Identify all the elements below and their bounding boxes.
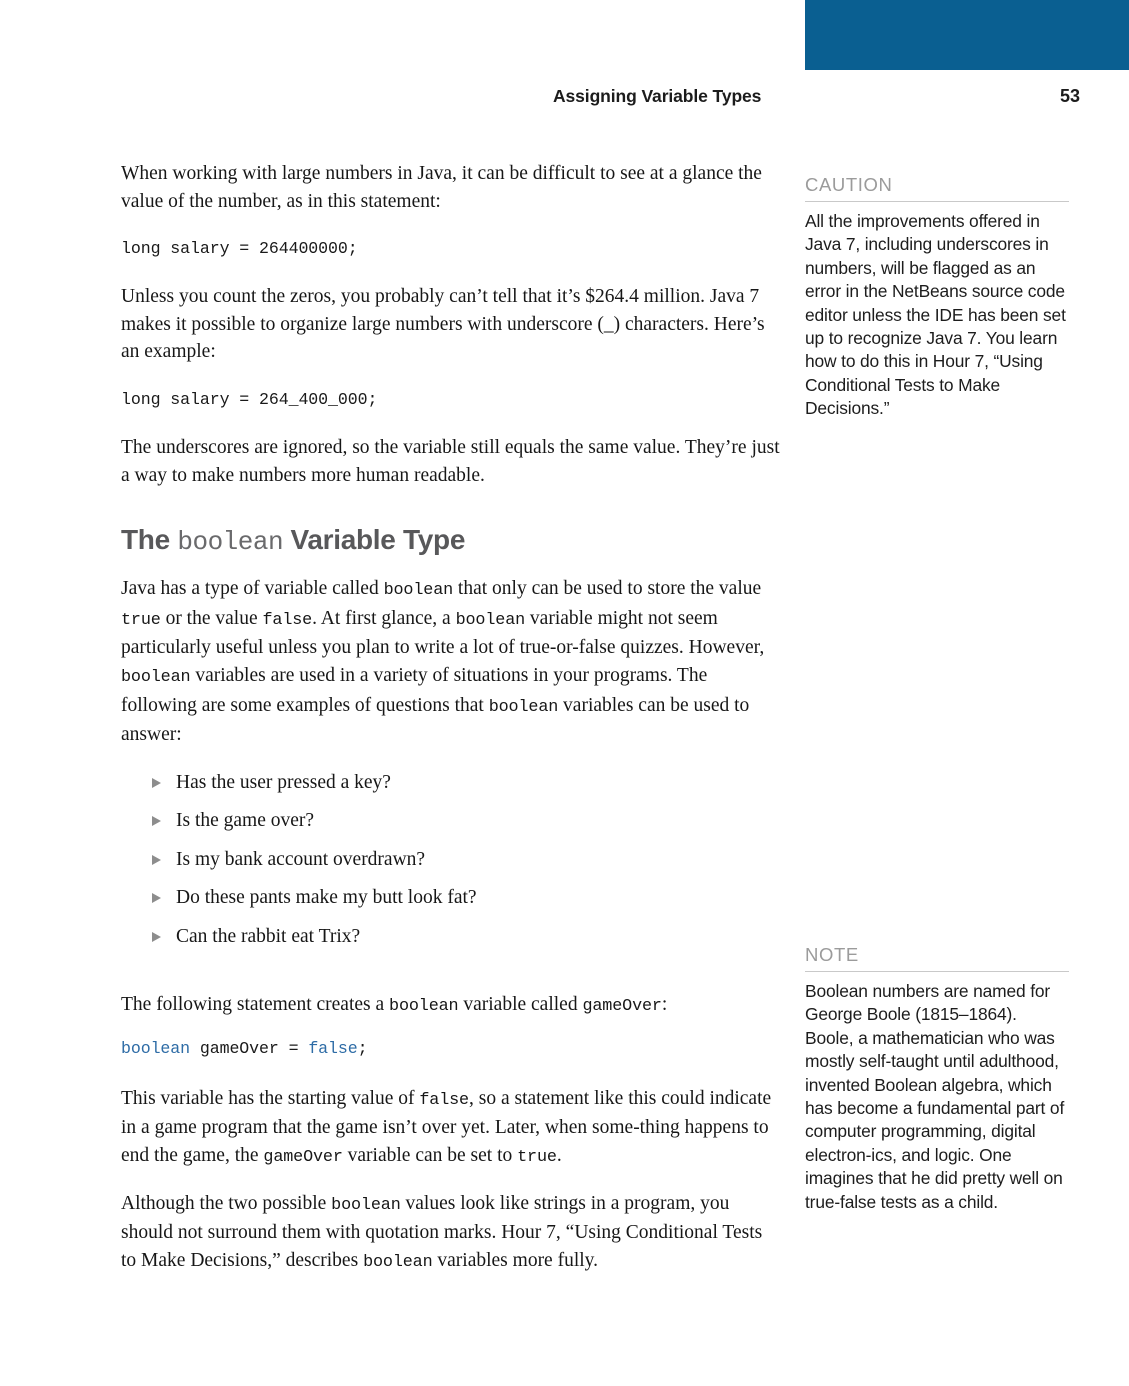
heading-code-boolean: boolean [177,527,284,558]
inline-code-boolean: boolean [488,697,559,717]
caution-text: All the improvements offered in Java 7, including underscores in numbers, will be flagged as an error in the NetBeans source code editor unless the IDE has been set up to recognize Java 7. You learn how to do this in Hour 7, “Using Conditional Tests to Make Decisions.” [805,211,1066,419]
spacer [121,489,781,523]
inline-code-boolean: boolean [389,997,459,1017]
spacer [121,261,781,283]
paragraph-no-quotation-marks [121,1190,781,1277]
list-item [121,846,781,873]
paragraph-underscores-ignored: The underscores are ignored, so the variable still equals the same value. They’re just a way to make numbers more human readable. [121,436,780,486]
spacer [121,749,781,769]
heading-text-before: The [121,524,178,556]
code-text: ; [357,1038,368,1058]
paragraph-starting-value [121,1085,781,1172]
running-head-title: Assigning Variable Types [553,86,762,106]
list-item [121,807,781,834]
triangle-bullet-icon [152,893,161,903]
caution-divider [805,201,1069,202]
list-item-label: Is the game over? [176,810,315,832]
inline-code-boolean: boolean [455,610,526,630]
triangle-bullet-icon [152,932,161,942]
inline-code-boolean: boolean [121,667,191,687]
inline-code-true: true [121,610,161,630]
text-fragment: , so a statement like this could indicate in a game program that the game isn’t over yet. Later, when some-thing happens to end the game, the [121,1087,772,1166]
triangle-bullet-icon [152,778,161,788]
running-head [120,86,1080,116]
triangle-bullet-icon [152,816,161,826]
paragraph-intro: When working with large numbers in Java, it can be difficult to see at a glance the value of the number, as in this statement: [121,163,762,212]
inline-code-boolean: boolean [383,581,454,601]
list-item [121,769,781,796]
list-item [121,923,781,950]
list-item-label: Can the rabbit eat Trix? [176,925,361,947]
spacer [121,1021,781,1037]
code-keyword-boolean: boolean [121,1038,191,1058]
spacer [121,961,781,991]
text-fragment: variable can be set to [342,1145,518,1166]
text-fragment: Java has a type of variable called [121,578,384,600]
text-fragment: Although the two possible [121,1192,332,1214]
paragraph-underscores-intro: Unless you count the zeros, you probably can’t tell that it’s $264.4 million. Java 7 makes it possible to organize large numbers with underscore (_) characters. Here’s an example: [121,286,765,363]
text-fragment: This variable has the starting value of [121,1087,420,1109]
code-keyword-false: false [308,1038,358,1058]
inline-code-boolean: boolean [331,1195,401,1215]
text-fragment: variable might not seem particularly useful unless you plan to write a lot of true-or-false quizzes. However, [121,607,765,659]
list-item [121,884,781,911]
section-heading-boolean-variable-type [121,523,781,559]
code-text: gameOver = [190,1038,309,1058]
list-item-label: Do these pants make my butt look fat? [176,887,477,909]
text-fragment: that only can be used to store the value [453,578,762,600]
list-item-label: Is my bank account overdrawn? [176,848,426,870]
page-number: 53 [1059,86,1080,106]
spacer [121,215,781,237]
triangle-bullet-icon [152,855,161,865]
text-fragment: . At first glance, a [312,607,456,629]
spacer [121,559,781,575]
paragraph-gameover-intro [121,991,781,1021]
text-fragment: variables can be used to answer: [121,694,750,746]
inline-code-gameover: gameOver [582,997,662,1017]
note-label: NOTE [805,944,859,965]
inline-code-false: false [419,1090,469,1110]
code-block-long-salary-plain: long salary = 264400000; [121,239,358,259]
main-column [121,160,781,1276]
text-fragment: or the value [160,607,263,629]
inline-code-true: true [517,1148,557,1167]
list-item-label: Has the user pressed a key? [176,771,391,793]
inline-code-gameover: gameOver [263,1148,343,1167]
paragraph-boolean-overview [121,575,781,749]
text-fragment: . [556,1145,562,1166]
header-accent-bar [805,0,1129,70]
note-box [805,944,1069,1214]
text-fragment: variables are used in a variety of situations in your programs. The following are some examples of questions that [121,664,708,716]
spacer [121,366,781,388]
code-block-long-salary-underscored: long salary = 264_400_000; [121,389,378,409]
code-block-gameover-declaration [121,1037,781,1061]
text-fragment: values look like strings in a program, you should not surround them with quotation marks. Hour 7, “Using Conditional Tests to Make Decisions,” describes [121,1192,763,1271]
text-fragment: variables more fully. [432,1249,599,1271]
note-divider [805,971,1069,972]
text-fragment: variable called [458,994,583,1016]
spacer [121,1061,781,1085]
heading-text-after: Variable Type [283,524,466,556]
caution-box [805,174,1069,421]
text-fragment: : [661,994,668,1016]
inline-code-boolean: boolean [363,1252,433,1272]
bullet-list-boolean-questions [121,769,781,950]
inline-code-false: false [262,610,313,630]
caution-label: CAUTION [805,174,893,195]
note-text: Boolean numbers are named for George Boole (1815–1864). Boole, a mathematician who was mostly self-taught until adulthood, invented Boolean algebra, which has become a fundamental part of computer programming, digital electron-ics, and logic. One imagines that he did pretty well on true-false tests as a child. [805,981,1065,1212]
spacer [121,412,781,434]
spacer [121,1172,781,1190]
text-fragment: The following statement creates a [121,994,390,1016]
